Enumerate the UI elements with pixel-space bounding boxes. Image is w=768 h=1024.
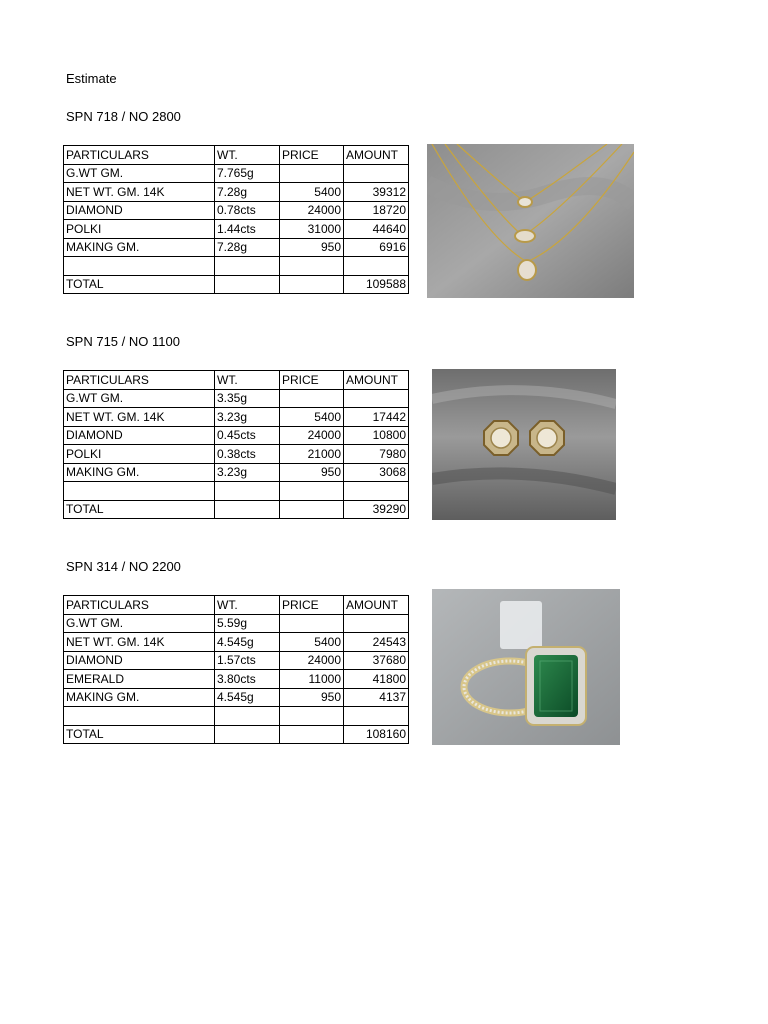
cell-weight: 0.38cts <box>215 445 280 464</box>
cell-price: 21000 <box>280 445 344 464</box>
cell-weight: 3.35g <box>215 389 280 408</box>
header-amount: AMOUNT <box>344 371 409 390</box>
cell-price <box>280 389 344 408</box>
cell-amount <box>344 707 409 726</box>
cell-particular: G.WT GM. <box>64 614 215 633</box>
total-amount: 108160 <box>344 725 409 744</box>
table-row <box>64 220 409 239</box>
cell-price: 950 <box>280 238 344 257</box>
cell-price <box>280 614 344 633</box>
cell-price <box>280 257 344 276</box>
cell-weight: 3.23g <box>215 463 280 482</box>
cell-particular: POLKI <box>64 445 215 464</box>
cell-particular: DIAMOND <box>64 651 215 670</box>
cell-particular: DIAMOND <box>64 201 215 220</box>
cell-weight: 3.23g <box>215 408 280 427</box>
cell-amount <box>344 257 409 276</box>
cell-price: 24000 <box>280 201 344 220</box>
cell-amount: 37680 <box>344 651 409 670</box>
table-row <box>64 183 409 202</box>
table-row <box>64 670 409 689</box>
estimate-table <box>63 145 409 294</box>
header-price: PRICE <box>280 146 344 165</box>
cell-price: 31000 <box>280 220 344 239</box>
cell-amount: 3068 <box>344 463 409 482</box>
cell-particular: G.WT GM. <box>64 389 215 408</box>
table-row <box>64 445 409 464</box>
cell-particular: NET WT. GM. 14K <box>64 183 215 202</box>
table-row <box>64 389 409 408</box>
cell-particular <box>64 257 215 276</box>
cell-amount: 17442 <box>344 408 409 427</box>
table-row <box>64 614 409 633</box>
cell-price: 950 <box>280 463 344 482</box>
cell-weight: 1.44cts <box>215 220 280 239</box>
cell-weight <box>215 257 280 276</box>
header-price: PRICE <box>280 371 344 390</box>
header-particulars: PARTICULARS <box>64 146 215 165</box>
cell-amount <box>344 614 409 633</box>
cell-particular: DIAMOND <box>64 426 215 445</box>
header-price: PRICE <box>280 596 344 615</box>
cell-weight <box>215 482 280 501</box>
section-heading: SPN 718 / NO 2800 <box>66 109 181 124</box>
cell-price <box>280 164 344 183</box>
header-amount: AMOUNT <box>344 146 409 165</box>
cell-price: 24000 <box>280 651 344 670</box>
table-row <box>64 633 409 652</box>
estimate-table <box>63 370 409 519</box>
section-heading: SPN 314 / NO 2200 <box>66 559 181 574</box>
cell-weight: 4.545g <box>215 633 280 652</box>
table-row <box>64 463 409 482</box>
cell-particular: MAKING GM. <box>64 688 215 707</box>
table-row <box>64 651 409 670</box>
table-row <box>64 201 409 220</box>
total-amount: 109588 <box>344 275 409 294</box>
header-amount: AMOUNT <box>344 596 409 615</box>
header-weight: WT. <box>215 146 280 165</box>
table-row-empty <box>64 257 409 276</box>
cell-amount: 6916 <box>344 238 409 257</box>
cell-amount: 24543 <box>344 633 409 652</box>
cell-particular <box>64 482 215 501</box>
earrings-photo <box>432 369 616 520</box>
total-label: TOTAL <box>64 275 215 294</box>
cell-weight <box>215 707 280 726</box>
total-row <box>64 725 409 744</box>
cell-price: 950 <box>280 688 344 707</box>
cell-price: 5400 <box>280 408 344 427</box>
total-label: TOTAL <box>64 500 215 519</box>
cell-amount: 39312 <box>344 183 409 202</box>
cell-weight: 7.28g <box>215 183 280 202</box>
cell-amount: 10800 <box>344 426 409 445</box>
cell-particular: NET WT. GM. 14K <box>64 408 215 427</box>
cell-particular: G.WT GM. <box>64 164 215 183</box>
table-row <box>64 164 409 183</box>
table-header-row <box>64 371 409 390</box>
ring-photo <box>432 589 620 745</box>
cell-particular: EMERALD <box>64 670 215 689</box>
header-particulars: PARTICULARS <box>64 596 215 615</box>
table-row <box>64 688 409 707</box>
cell-weight: 7.765g <box>215 164 280 183</box>
cell-particular: MAKING GM. <box>64 238 215 257</box>
cell-weight: 1.57cts <box>215 651 280 670</box>
cell-price: 5400 <box>280 183 344 202</box>
cell-amount <box>344 164 409 183</box>
cell-weight: 4.545g <box>215 688 280 707</box>
table-row <box>64 426 409 445</box>
cell-amount <box>344 389 409 408</box>
table-row <box>64 408 409 427</box>
cell-particular: MAKING GM. <box>64 463 215 482</box>
cell-price: 24000 <box>280 426 344 445</box>
necklace-photo <box>427 144 634 298</box>
cell-weight: 0.45cts <box>215 426 280 445</box>
cell-particular: POLKI <box>64 220 215 239</box>
document-title: Estimate <box>66 71 117 86</box>
cell-amount <box>344 482 409 501</box>
cell-amount: 44640 <box>344 220 409 239</box>
cell-weight: 3.80cts <box>215 670 280 689</box>
cell-weight: 0.78cts <box>215 201 280 220</box>
table-row-empty <box>64 482 409 501</box>
header-particulars: PARTICULARS <box>64 371 215 390</box>
estimate-table <box>63 595 409 744</box>
cell-price: 11000 <box>280 670 344 689</box>
total-row <box>64 500 409 519</box>
section-heading: SPN 715 / NO 1100 <box>66 334 180 349</box>
cell-weight: 5.59g <box>215 614 280 633</box>
cell-weight: 7.28g <box>215 238 280 257</box>
cell-price: 5400 <box>280 633 344 652</box>
table-row <box>64 238 409 257</box>
cell-particular: NET WT. GM. 14K <box>64 633 215 652</box>
cell-particular <box>64 707 215 726</box>
table-header-row <box>64 596 409 615</box>
cell-price <box>280 707 344 726</box>
header-weight: WT. <box>215 596 280 615</box>
cell-amount: 41800 <box>344 670 409 689</box>
table-header-row <box>64 146 409 165</box>
header-weight: WT. <box>215 371 280 390</box>
total-label: TOTAL <box>64 725 215 744</box>
cell-amount: 18720 <box>344 201 409 220</box>
cell-price <box>280 482 344 501</box>
cell-amount: 4137 <box>344 688 409 707</box>
total-row <box>64 275 409 294</box>
table-row-empty <box>64 707 409 726</box>
cell-amount: 7980 <box>344 445 409 464</box>
total-amount: 39290 <box>344 500 409 519</box>
